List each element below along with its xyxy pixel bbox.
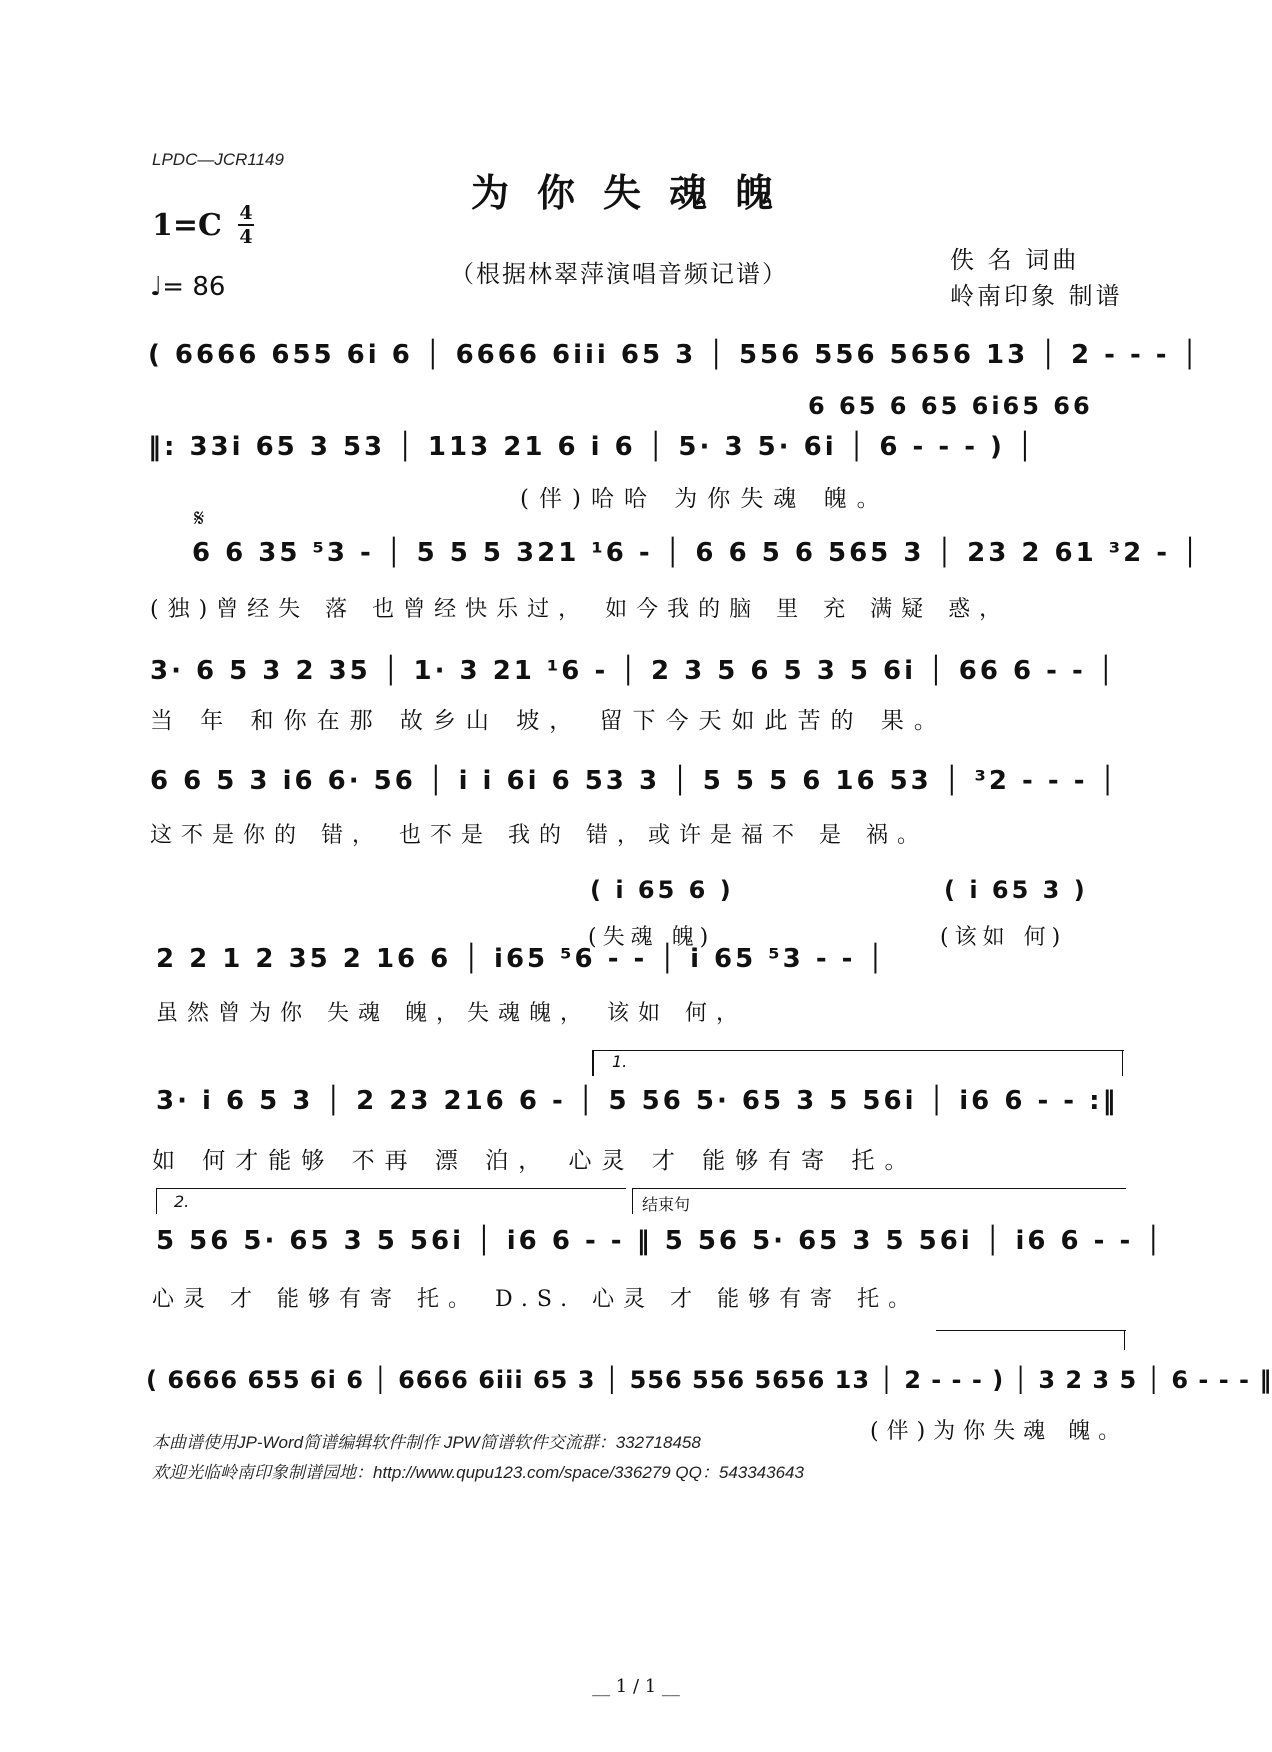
time-signature-top: 4 [239,202,253,224]
time-signature [238,203,254,247]
score-row-6-upper-lyric-a: (失魂 魄) [588,925,715,950]
score-row-5-lyric: 这不是你的 错， 也不是 我的 错，或许是福不 是 祸。 [150,823,928,848]
score-row-9-lyric: (伴)为你失魂 魄。 [870,1419,1129,1444]
score-row-8-notes: 5 56 5· 65 3 5 56i │ i6 6 - - ‖ 5 56 5· 65 3 5 56i │ i6 6 - - │ [156,1226,1164,1256]
score-row-3-lyric: (独)曾经失 落 也曾经快乐过， 如今我的脑 里 充 满疑 惑， [150,597,1011,622]
score-row-6-upper-lyric-b: (该如 何) [940,925,1067,950]
score-row-7-lyric: 如 何才能够 不再 漂 泊， 心灵 才 能够有寄 托。 [152,1148,918,1174]
score-row-9-notes: ( 6666 655 6i 6 │ 6666 6iii 65 3 │ 556 556 5656 13 │ 2 - - - ) │ 3 2 3 5 │ 6 - - - ‖ [146,1366,1272,1394]
volta-2-label: 2. [174,1192,190,1211]
time-signature-bottom: 4 [239,226,253,248]
score-row-7-notes: 3· i 6 5 3 │ 2 23 216 6 - │ 5 56 5· 65 3 5 56i │ i6 6 - - :‖ [156,1086,1119,1116]
subtitle: （根据林翠萍演唱音频记谱） [450,260,788,288]
score-row-1-notes: ( 6666 655 6i 6 │ 6666 6iii 65 3 │ 556 556 5656 13 │ 2 - - - │ [148,340,1201,370]
score-row-8-lyric: 心灵 才 能够有寄 托。 D.S. 心灵 才 能够有寄 托。 [152,1287,920,1312]
credit-composer: 佚 名 词曲 [950,246,1080,274]
tempo-marking: ♩= 86 [150,272,226,302]
score-row-4-lyric: 当 年 和你在那 故乡山 坡， 留下今天如此苦的 果。 [150,708,947,734]
score-row-3-notes: 6 6 35 ⁵3 - │ 5 5 5 321 ¹6 - │ 6 6 5 6 565 3 │ 23 2 61 ³2 - │ [192,538,1201,568]
score-row-5-notes: 6 6 5 3 i6 6· 56 │ i i 6i 6 53 3 │ 5 5 5 6 16 53 │ ³2 - - - │ [150,766,1119,796]
score-row-4-notes: 3· 6 5 3 2 35 │ 1· 3 21 ¹6 - │ 2 3 5 6 5 3 5 6i │ 66 6 - - │ [150,656,1117,686]
score-row-2-notes: ‖: 33i 65 3 53 │ 113 21 6 i 6 │ 5· 3 5· 6i │ 6 - - - ) │ [148,432,1036,462]
score-row-6-notes: 2 2 1 2 35 2 16 6 │ i65 ⁵6 - - │ i 65 ⁵3 - - │ [156,944,887,974]
footer-website-note: 欢迎光临岭南印象制谱园地：http://www.qupu123.com/space/336279 QQ：543343643 [152,1463,804,1482]
score-row-2-lyric: (伴)哈哈 为你失魂 魄。 [520,486,890,512]
coda-label: 结束句 [642,1195,691,1214]
page-number: __ 1 / 1 __ [592,1676,680,1697]
credit-arranger: 岭南印象 制谱 [950,282,1123,310]
volta-1-label: 1. [612,1052,628,1071]
score-code: LPDC—JCR1149 [152,150,284,169]
key-signature: 1=C [152,208,222,243]
score-row-6-upper-notes-b: ( i 65 3 ) [944,876,1088,904]
score-row-6-upper-notes-a: ( i 65 6 ) [590,876,734,904]
score-row-6-lyric: 虽然曾为你 失魂 魄，失魂魄， 该如 何， [156,1001,747,1026]
score-row-2-upper-notes: 6 65 6 65 6i65 66 [808,392,1093,420]
song-title: 为你失魂魄 [470,170,801,215]
footer-software-note: 本曲谱使用JP-Word简谱编辑软件制作 JPW简谱软件交流群：332718458 [152,1433,701,1452]
segno-sign: 𝄋 [194,504,208,532]
